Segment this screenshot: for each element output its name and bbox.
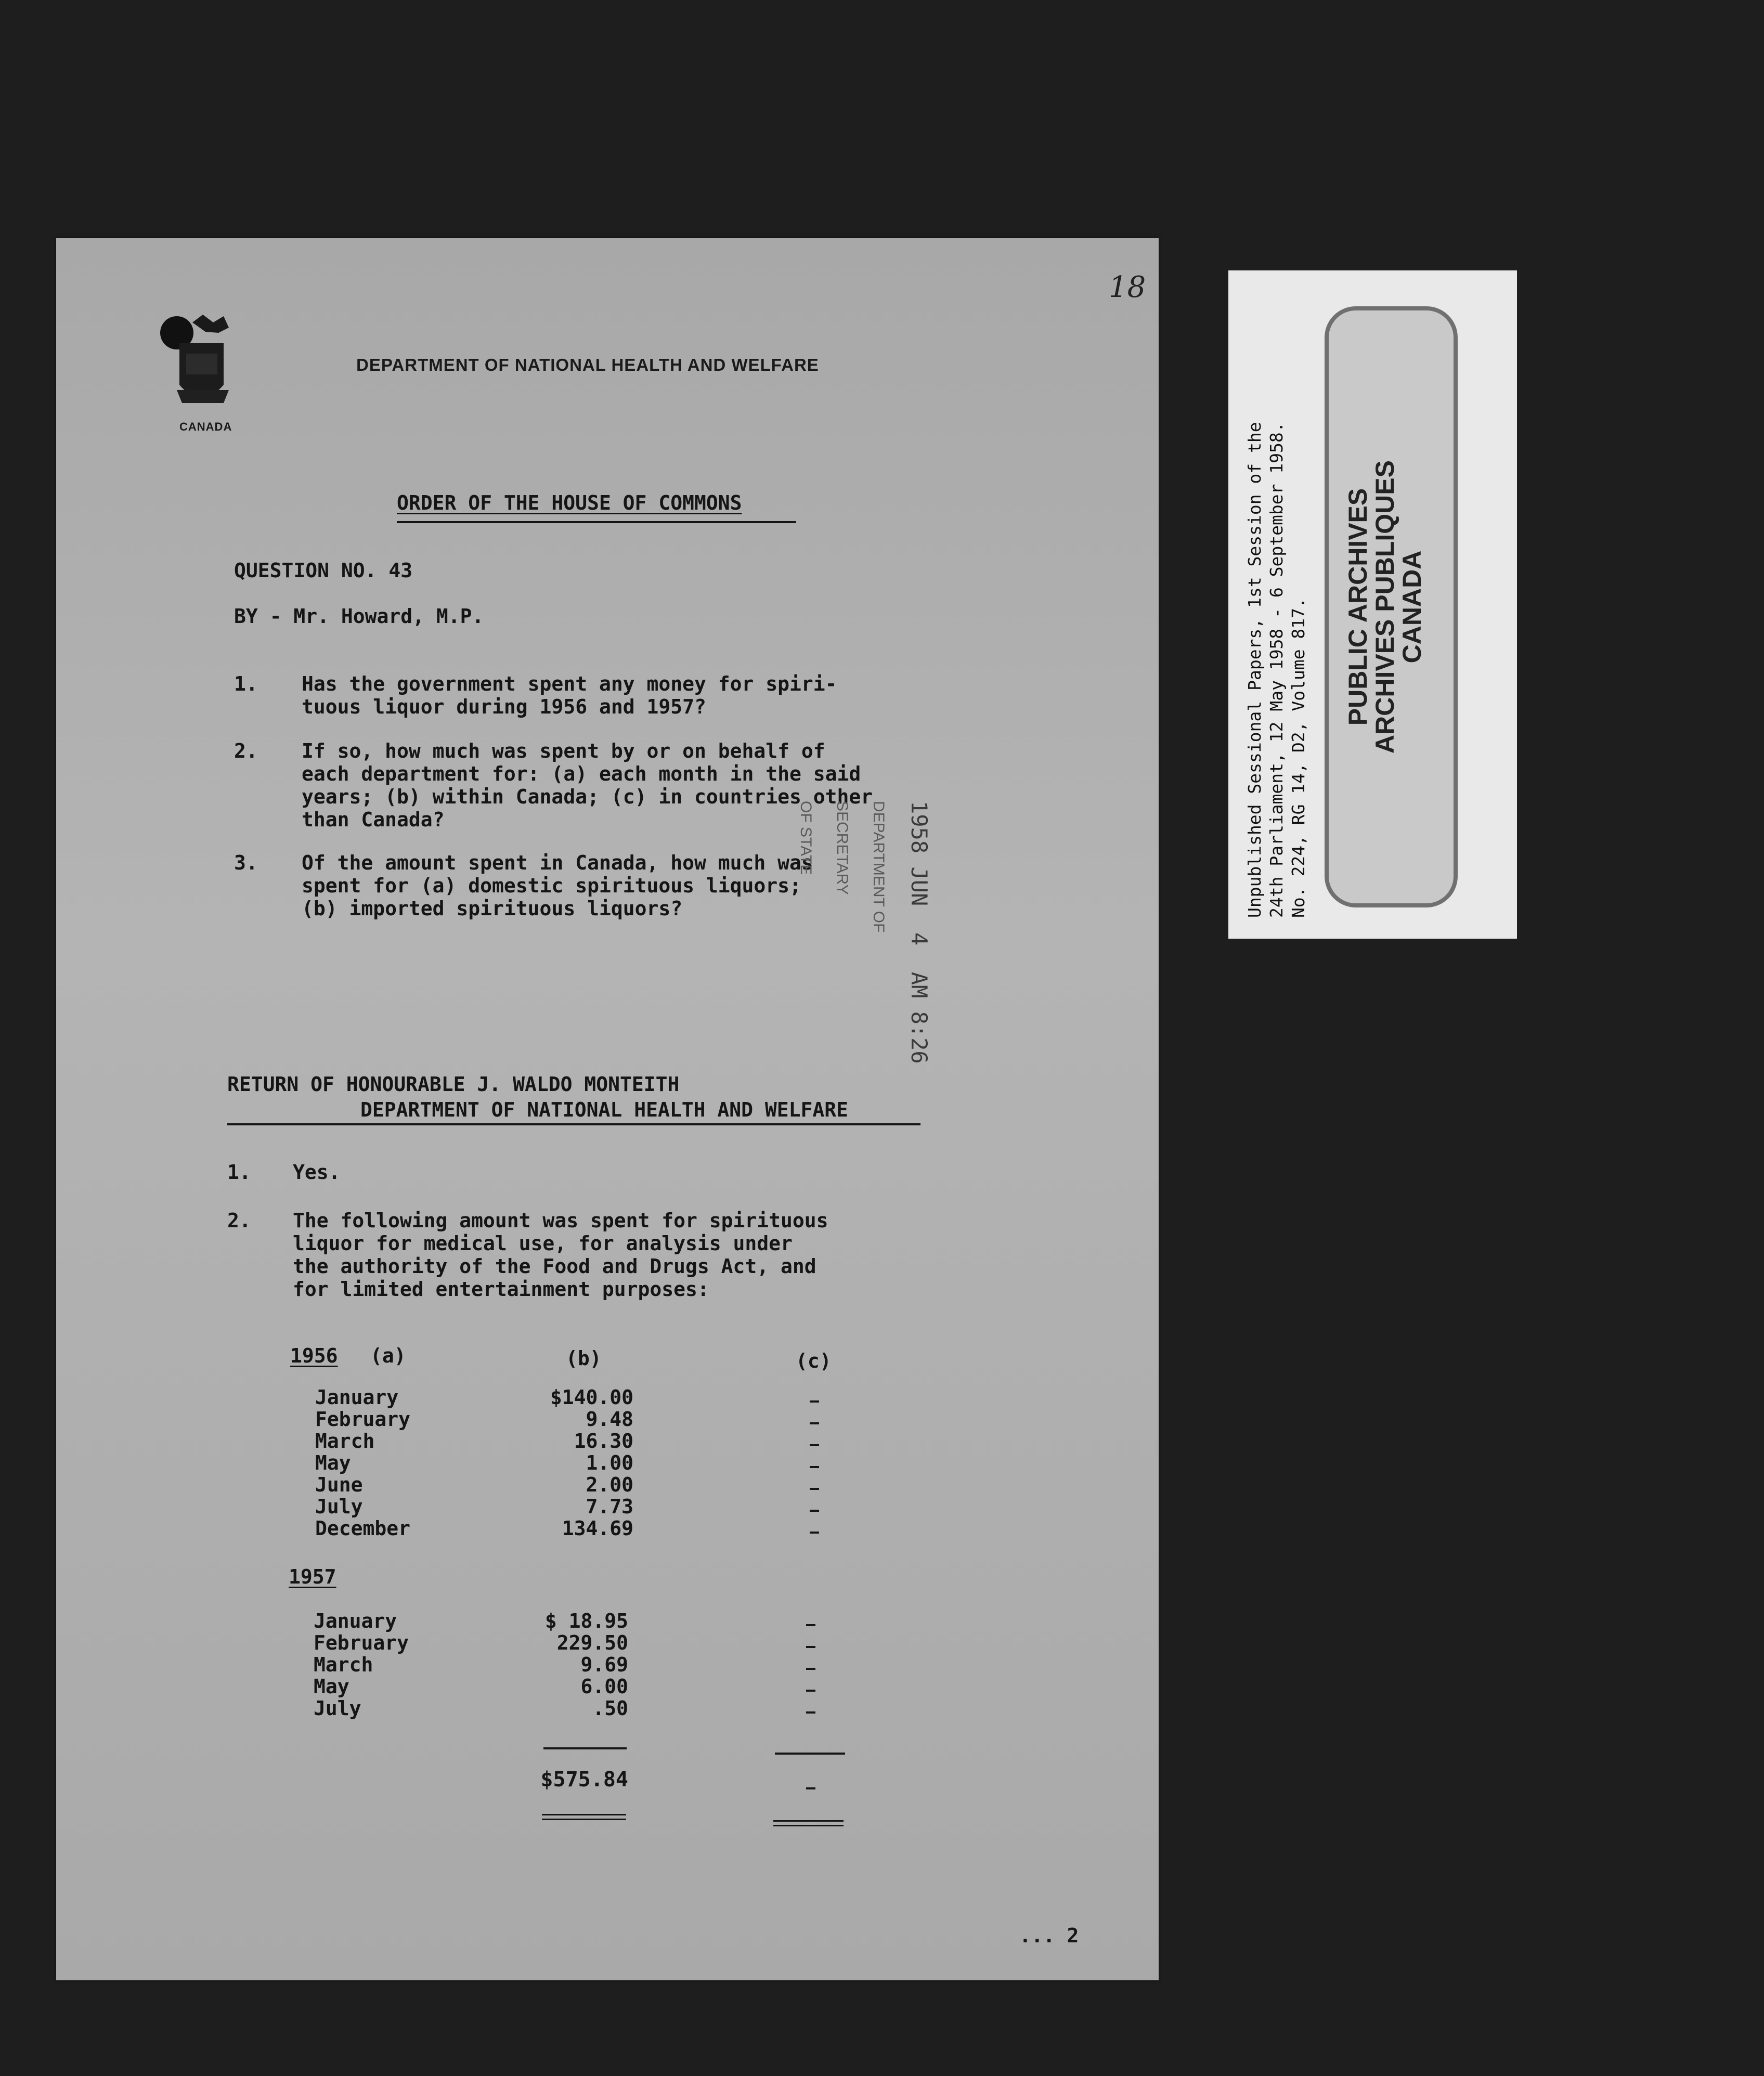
- table-column-a: (a): [370, 1344, 406, 1367]
- stamp-dept-line: SECRETARY: [834, 801, 851, 895]
- table-row-amount: 7.73: [586, 1495, 633, 1518]
- question-2-number: 2.: [234, 739, 258, 762]
- question-number: QUESTION NO. 43: [234, 559, 413, 582]
- archive-caption-line: Unpublished Sessional Papers, 1st Session of the: [1244, 422, 1265, 918]
- crest-label: CANADA: [179, 420, 232, 433]
- table-row-month: February: [315, 1408, 411, 1431]
- table-row-c-dash: [810, 1532, 819, 1534]
- stamp-dept-line: OF STATE: [797, 801, 814, 875]
- answer-1-text: Yes.: [293, 1161, 341, 1184]
- table-row-amount: 16.30: [574, 1430, 633, 1452]
- table-row-amount: 229.50: [556, 1631, 628, 1654]
- table-row-month: May: [314, 1675, 349, 1698]
- by-line: BY - Mr. Howard, M.P.: [234, 605, 484, 628]
- table-row-amount: $140.00: [550, 1386, 633, 1409]
- table-row-amount: 2.00: [586, 1473, 633, 1496]
- answer-2-line: liquor for medical use, for analysis under: [293, 1232, 793, 1255]
- question-1-line: tuous liquor during 1956 and 1957?: [302, 695, 706, 718]
- question-3-line: (b) imported spirituous liquors?: [302, 897, 683, 920]
- table-row-c-dash: [806, 1624, 815, 1626]
- question-2-line: than Canada?: [302, 808, 445, 831]
- question-1-number: 1.: [234, 672, 258, 695]
- return-heading-line-1: RETURN OF HONOURABLE J. WALDO MONTEITH: [227, 1073, 680, 1096]
- table-row-amount: 6.00: [580, 1675, 628, 1698]
- table-row-month: May: [315, 1451, 351, 1474]
- order-title: ORDER OF THE HOUSE OF COMMONS: [397, 491, 742, 514]
- archive-caption-line: 24th Parliament, 12 May 1958 - 6 September 1958.: [1266, 422, 1287, 918]
- page-number: 18: [1109, 270, 1146, 304]
- table-row-c-dash: [806, 1690, 815, 1692]
- table-row-c-dash: [810, 1510, 819, 1512]
- table-row-c-dash: [806, 1646, 815, 1648]
- table-total: $575.84: [540, 1768, 628, 1792]
- subtotal-rule-c: [775, 1753, 845, 1755]
- total-double-rule-b: [542, 1819, 626, 1820]
- table-row-amount: .50: [592, 1697, 628, 1720]
- archive-label-card: [1228, 270, 1517, 939]
- total-double-rule-c: [773, 1820, 844, 1822]
- table-row-amount: 9.48: [586, 1408, 633, 1431]
- question-3-line: spent for (a) domestic spirituous liquors;: [302, 874, 801, 897]
- table-column-b: (b): [566, 1347, 602, 1370]
- table-row-amount: 134.69: [562, 1517, 633, 1540]
- table-row-month: December: [315, 1517, 411, 1540]
- stamp-dept-line: DEPARTMENT OF: [870, 801, 887, 933]
- canada-coat-of-arms-icon: [156, 312, 244, 416]
- table-row-month: July: [314, 1697, 361, 1720]
- public-archives-stamp: [1325, 306, 1458, 907]
- archive-caption: [1244, 283, 1309, 918]
- table-row-c-dash: [810, 1466, 819, 1468]
- stamp-date: 1958 JUN 4 AM 8:26: [906, 801, 932, 1064]
- return-heading-line-2: DEPARTMENT OF NATIONAL HEALTH AND WELFARE: [360, 1098, 848, 1121]
- question-3-line: Of the amount spent in Canada, how much was: [302, 851, 813, 874]
- received-stamp: [797, 801, 962, 1071]
- subtotal-rule-b: [543, 1747, 627, 1749]
- answer-2-number: 2.: [227, 1209, 251, 1232]
- answer-1-number: 1.: [227, 1161, 251, 1184]
- table-row-amount: $ 18.95: [544, 1610, 628, 1632]
- table-row-amount: 1.00: [586, 1451, 633, 1474]
- table-row-c-dash: [806, 1711, 815, 1714]
- table-row-c-dash: [810, 1444, 819, 1446]
- question-1-line: Has the government spent any money for spiri-: [302, 672, 837, 695]
- table-year-1957: 1957: [289, 1565, 336, 1588]
- table-row-month: February: [314, 1631, 409, 1654]
- table-row-c-dash: [810, 1422, 819, 1424]
- archives-stamp-line: PUBLIC ARCHIVES: [1343, 488, 1372, 726]
- answer-2-line: The following amount was spent for spirituous: [293, 1209, 828, 1232]
- table-row-month: January: [314, 1610, 397, 1632]
- answer-2-line: the authority of the Food and Drugs Act, and: [293, 1255, 816, 1278]
- order-title-double-underline: [397, 521, 796, 523]
- archive-caption-line: No. 224, RG 14, D2, Volume 817.: [1288, 598, 1308, 918]
- continued-marker: ... 2: [1019, 1924, 1079, 1947]
- table-row-month: June: [315, 1473, 363, 1496]
- table-row-c-dash: [810, 1488, 819, 1490]
- table-row-amount: 9.69: [580, 1653, 628, 1676]
- table-row-month: March: [314, 1653, 373, 1676]
- return-heading-underline: [227, 1123, 920, 1125]
- table-row-c-dash: [810, 1400, 819, 1403]
- table-row-month: March: [315, 1430, 375, 1452]
- question-2-line: years; (b) within Canada; (c) in countries other: [302, 785, 873, 808]
- question-2-line: each department for: (a) each month in the said: [302, 762, 861, 785]
- table-row-c-dash: [806, 1668, 815, 1670]
- total-double-rule-c: [773, 1825, 844, 1826]
- table-year-1956: 1956: [290, 1344, 338, 1367]
- table-row-month: July: [315, 1495, 363, 1518]
- archives-stamp-line: CANADA: [1397, 550, 1426, 664]
- question-3-number: 3.: [234, 851, 258, 874]
- archives-stamp-line: ARCHIVES PUBLIQUES: [1370, 460, 1399, 754]
- question-2-line: If so, how much was spent by or on behalf of: [302, 739, 825, 762]
- answer-2-line: for limited entertainment purposes:: [293, 1278, 709, 1301]
- department-header: DEPARTMENT OF NATIONAL HEALTH AND WELFARE: [356, 355, 819, 374]
- table-row-month: January: [315, 1386, 399, 1409]
- table-column-c: (c): [796, 1350, 832, 1372]
- total-double-rule-b: [542, 1814, 626, 1815]
- table-total-c-dash: [806, 1787, 815, 1789]
